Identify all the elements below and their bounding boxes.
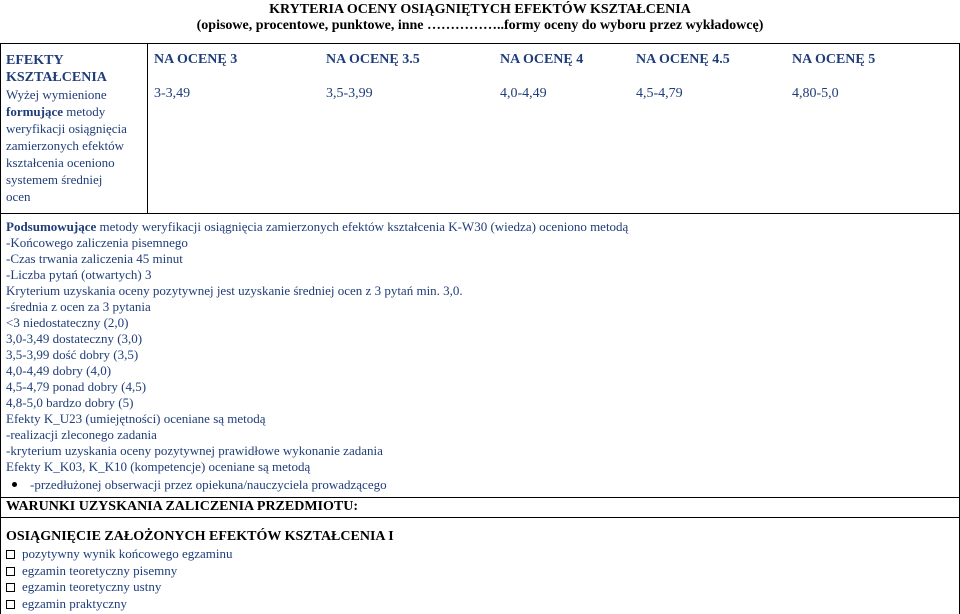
effects-column bbox=[6, 52, 146, 205]
achievement-item: pozytywny wynik końcowego egzaminu bbox=[22, 546, 233, 561]
summary-line: 4,8-5,0 bardzo dobry (5) bbox=[6, 395, 134, 410]
grade-3-5-range: 3,5-3,99 bbox=[326, 86, 373, 101]
grade-4-range: 4,0-4,49 bbox=[500, 86, 547, 101]
grade-3-range: 3-3,49 bbox=[154, 86, 191, 101]
table-column-divider bbox=[147, 43, 148, 213]
table-row-divider bbox=[0, 497, 960, 498]
effects-line: zamierzonych efektów bbox=[6, 138, 125, 153]
table-left-border bbox=[0, 43, 1, 614]
grade-5-range: 4,80-5,0 bbox=[792, 86, 839, 101]
table-top-border bbox=[0, 43, 960, 44]
summary-line: -kryterium uzyskania oceny pozytywnej prawidłowe wykonanie zadania bbox=[6, 443, 383, 458]
checkbox-icon bbox=[6, 583, 15, 592]
checkbox-icon bbox=[6, 600, 15, 609]
grade-5-label: NA OCENĘ 5 bbox=[792, 52, 876, 67]
summary-line: -średnia z ocen za 3 pytania bbox=[6, 299, 151, 314]
summary-line: Kryterium uzyskania oceny pozytywnej jest uzyskanie średniej ocen z 3 pytań min. 3,0. bbox=[6, 283, 463, 298]
effects-heading-2: KSZTAŁCENIA bbox=[6, 70, 107, 85]
bullet-icon bbox=[12, 482, 17, 487]
summary-line: -realizacji zleconego zadania bbox=[6, 427, 157, 442]
table-row-divider bbox=[0, 213, 960, 214]
summary-line: -Czas trwania zaliczenia 45 minut bbox=[6, 251, 183, 266]
summary-line bbox=[6, 219, 628, 234]
summary-line: 3,0-3,49 dostateczny (3,0) bbox=[6, 331, 143, 346]
grade-3-5-label: NA OCENĘ 3.5 bbox=[326, 52, 420, 67]
summary-line: Efekty K_U23 (umiejętności) oceniane są metodą bbox=[6, 411, 266, 426]
checkbox-icon bbox=[6, 550, 15, 559]
summary-line: Efekty K_K03, K_K10 (kompetencje) oceniane są metodą bbox=[6, 459, 311, 474]
page-header bbox=[0, 2, 960, 34]
summary-line: <3 niedostateczny (2,0) bbox=[6, 315, 129, 330]
checkbox-icon bbox=[6, 567, 15, 576]
summative-label: Podsumowujące bbox=[6, 219, 97, 234]
table-row-divider bbox=[0, 517, 960, 518]
methods-label: metody bbox=[63, 104, 106, 119]
page-title: KRYTERIA OCENY OSIĄGNIĘTYCH EFEKTÓW KSZTAŁCENIA bbox=[269, 2, 691, 17]
effects-line: systemem średniej bbox=[6, 172, 103, 187]
summary-line: -Liczba pytań (otwartych) 3 bbox=[6, 267, 152, 282]
bullet-item: -przedłużonej obserwacji przez opiekuna/nauczyciela prowadzącego bbox=[30, 477, 387, 492]
summary-intro: metody weryfikacji osiągnięcia zamierzonych efektów kształcenia K-W30 (wiedza) oceniono metodą bbox=[96, 219, 629, 234]
effects-line: weryfikacji osiągnięcia bbox=[6, 121, 127, 136]
formative-label: formujące bbox=[6, 104, 64, 119]
grade-3-label: NA OCENĘ 3 bbox=[154, 52, 238, 67]
effects-line: Wyżej wymienione bbox=[6, 87, 107, 102]
summary-line: 4,5-4,79 ponad dobry (4,5) bbox=[6, 379, 147, 394]
effects-line bbox=[6, 103, 146, 120]
achievement-item: egzamin teoretyczny ustny bbox=[22, 579, 162, 594]
grade-4-label: NA OCENĘ 4 bbox=[500, 52, 584, 67]
achievement-heading: OSIĄGNIĘCIE ZAŁOŻONYCH EFEKTÓW KSZTAŁCENIA I bbox=[6, 529, 394, 544]
effects-line: kształcenia oceniono bbox=[6, 155, 115, 170]
conditions-heading: WARUNKI UZYSKANIA ZALICZENIA PRZEDMIOTU: bbox=[6, 499, 358, 514]
summary-line: -Końcowego zaliczenia pisemnego bbox=[6, 235, 188, 250]
achievement-item: egzamin teoretyczny pisemny bbox=[22, 563, 178, 578]
effects-line: ocen bbox=[6, 189, 31, 204]
grade-4-5-range: 4,5-4,79 bbox=[636, 86, 683, 101]
effects-heading: EFEKTY bbox=[6, 53, 64, 68]
page-subtitle: (opisowe, procentowe, punktowe, inne ……………..formy oceny do wyboru przez wykładowcę) bbox=[196, 18, 764, 33]
achievement-item: egzamin praktyczny bbox=[22, 596, 128, 611]
summary-line: 3,5-3,99 dość dobry (3,5) bbox=[6, 347, 139, 362]
summary-line: 4,0-4,49 dobry (4,0) bbox=[6, 363, 112, 378]
grade-4-5-label: NA OCENĘ 4.5 bbox=[636, 52, 730, 67]
